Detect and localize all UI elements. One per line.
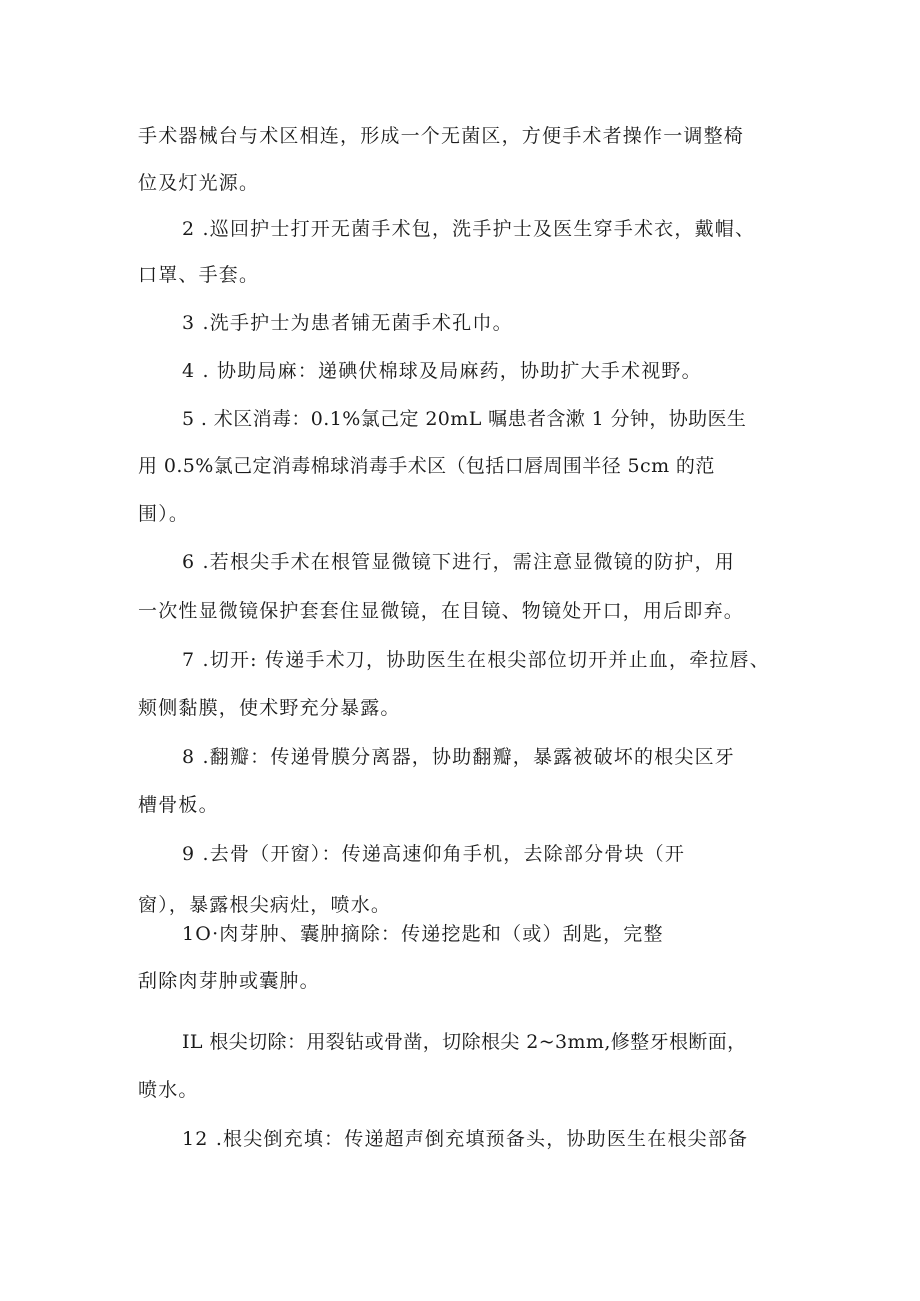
step-7-line-1: 7 .切开: 传递手术刀，协助医生在根尖部位切开并止血，牵拉唇、 (182, 649, 771, 671)
text-line-2: 位及灯光源。 (138, 172, 260, 194)
step-4-line-1: 4 . 协助局麻：递碘伏棉球及局麻药，协助扩大手术视野。 (182, 360, 702, 382)
step-5-line-1: 5 . 术区消毒：0.1%氯己定 20mL 嘱患者含漱 1 分钟，协助医生 (182, 408, 747, 430)
step-8-line-1: 8 .翻瓣：传递骨膜分离器，协助翻瓣，暴露被破坏的根尖区牙 (182, 746, 735, 768)
step-8-line-2: 槽骨板。 (138, 794, 219, 816)
step-6-line-2: 一次性显微镜保护套套住显微镜，在目镜、物镜处开口，用后即弃。 (138, 600, 745, 622)
step-2-line-1: 2 .巡回护士打开无菌手术包，洗手护士及医生穿手术衣，戴帽、 (182, 218, 756, 240)
text-line-1: 手术器械台与术区相连，形成一个无菌区，方便手术者操作一调整椅 (138, 125, 745, 147)
step-5-line-3: 围）。 (138, 503, 190, 525)
step-11-line-1: IL 根尖切除：用裂钻或骨凿，切除根尖 2~3mm,修整牙根断面， (182, 1031, 747, 1053)
step-6-line-1: 6 .若根尖手术在根管显微镜下进行，需注意显微镜的防护，用 (182, 551, 735, 573)
step-7-line-2: 颊侧黏膜，使术野充分暴露。 (138, 697, 401, 719)
step-10-line-1: 1O·肉芽肿、囊肿摘除：传递挖匙和（或）刮匙，完整 (182, 923, 664, 945)
step-10-line-2: 刮除肉芽肿或囊肿。 (138, 970, 320, 992)
step-12-line-1: 12 .根尖倒充填：传递超声倒充填预备头，协助医生在根尖部备 (182, 1128, 749, 1150)
step-5-line-2: 用 0.5%氯己定消毒棉球消毒手术区（包括口唇周围半径 5cm 的范 (138, 455, 715, 477)
step-9-line-2: 窗），暴露根尖病灶，喷水。 (138, 894, 392, 916)
step-9-line-1: 9 .去骨（开窗）：传递高速仰角手机，去除部分骨块（开 (182, 843, 686, 865)
step-2-line-2: 口罩、手套。 (138, 264, 260, 286)
step-11-line-2: 喷水。 (138, 1079, 199, 1101)
step-3-line-1: 3 .洗手护士为患者铺无菌手术孔巾。 (182, 312, 513, 334)
